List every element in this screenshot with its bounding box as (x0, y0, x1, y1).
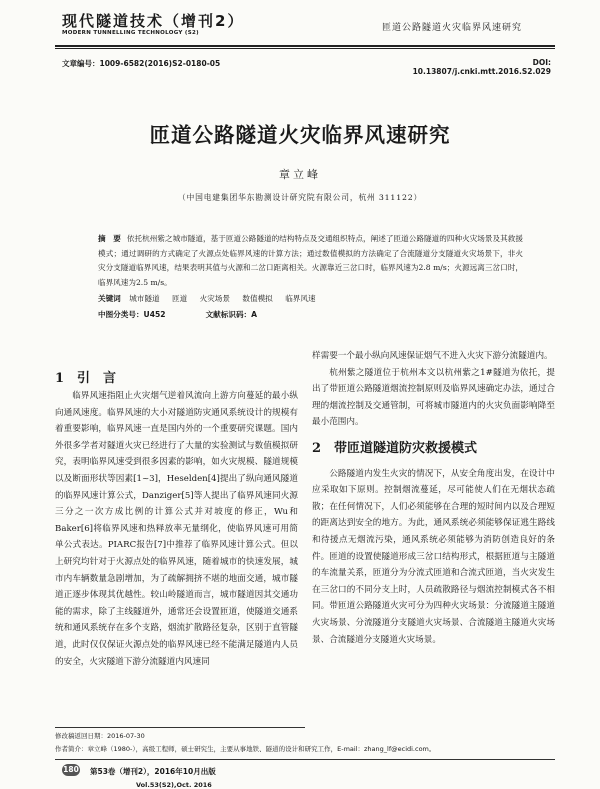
section-heading-intro: 1 引 言 (55, 371, 117, 386)
author-bio: 作者简介：章立峰（1980-），高级工程师，硕士研究生，主要从事地铁、隧道的设计和研究工作，E-mail：zhang_lf@ecidi.com。 (55, 745, 436, 753)
running-title: 匝道公路隧道火灾临界风速研究 (382, 23, 523, 33)
keywords-label: 关键词 (98, 294, 121, 303)
affiliation: （中国电建集团华东勘测设计研究院有限公司，杭州 311122） (177, 193, 423, 202)
header-rule-thin (55, 48, 555, 49)
keyword: 匝道 (172, 294, 188, 303)
author: 章立峰 (279, 168, 321, 181)
abstract (98, 232, 523, 290)
received-date: 修改稿返回日期：2016-07-30 (55, 732, 145, 740)
project-paragraph: 杭州紫之隧道位于杭州本文以杭州紫之1#隧道为依托，提出了带匝道公路隧道烟流控制原则及临界风速确定办法，通过合理的烟流控制及交通管制，可将城市隧道内的火灾负面影响降至最小范围内。 (312, 367, 555, 428)
footer-rule (55, 759, 555, 760)
page-number: 180 (63, 765, 79, 774)
keyword: 城市隧道 (129, 294, 160, 303)
continuation-paragraph: 样需要一个最小纵向风速保证烟气不进入火灾下游分流隧道内。 (312, 351, 553, 361)
right-column (312, 348, 555, 648)
keyword: 火灾场景 (199, 294, 230, 303)
footnote-rule (55, 727, 305, 728)
rescue-paragraph: 公路隧道内发生火灾的情况下，从安全角度出发，在设计中应采取如下原则。控制烟流蔓延，尽可能使人们在无烟状态疏散；在任何情况下，人们必须能够在合理的短时间内以及合理短的距离达到安全的地方。为此，通风系统必须能够保证逃生路线和待援点无烟流污染，通风系统必须能够为消防创造良好的条件。匝道的设置使隧道形成三岔口结构形式，根据匝道与主隧道的车流量关系，匝道分为分流式匝道和合流式匝道，当火灾发生在三岔口的不同分支上时，人员疏散路径与烟流控制模式各不相同。带匝道公路隧道火灾可分为四种火灾场景：分流隧道主隧道火灾场景、分流隧道分支隧道火灾场景、合流隧道主隧道火灾场景、合流隧道分支隧道火灾场景。 (312, 468, 555, 645)
header-rule (55, 45, 555, 47)
document-code: 文献标识码：A (205, 310, 258, 319)
paper-title: 匝道公路隧道火灾临界风速研究 (149, 123, 451, 147)
intro-paragraph: 临界风速指阻止火灾烟气逆着风流向上游方向蔓延的最小纵向通风速度。临界风速的大小对隧道防灾通风系统设计的规模有着重要影响，临界风速一直是国内外的一个重要研究课题。国内外很多学者对隧道火灾已经进行了大量的实验测试与数值模拟研究，表明临界风速受到很多因素的影响，如火灾规模、隧道规模以及断面形状等因素[1~3]，Heselden[4]提出了纵向通风隧道的临界风速计算公式，Danziger[5]等人提出了临界风速同火源三分之一次方成比例的计算公式并对坡度的修正，Wu和Baker[6]将临界风速和热释放率无量纲化，使临界风速可用简单公式表达。PIARC报告[7]中推荐了临界风速计算公式。但以上研究均针对于火源点处的临界风速，随着城市的快速发展，城市内车辆数量急剧增加，为了疏解拥挤不堪的地面交通，城市隧道正逐步体现其优越性。较山岭隧道而言，城市隧道因其交通功能的需求，除了主线隧道外，通常还会设置匝道，使隧道交通系统和通风系统存在多个支路，烟流扩散路径复杂，区别于直管隧道，此时仅仅保证火源点处的临界风速已经不能满足隧道内人员的安全，火灾隧道下游分流隧道内风速同 (55, 391, 298, 667)
classification (98, 309, 523, 320)
keyword: 临界风速 (285, 294, 316, 303)
article-number: 文章编号：1009-6582(2016)S2-0180-05 (62, 59, 221, 68)
issue-info: 第53卷（增刊2），2016年10月出版 (90, 767, 216, 776)
journal-title: 现代隧道技术（增刊2） (62, 12, 245, 30)
abstract-label: 摘 要 (98, 234, 121, 243)
clc-number: 中图分类号：U452 (98, 310, 166, 319)
keywords (98, 293, 523, 304)
abstract-text: 依托杭州紫之城市隧道，基于匝道公路隧道的结构特点及交通组织特点，阐述了匝道公路隧道的四种火灾场景及其救援模式；通过调研的方式确定了火源点处临界风速的计算方法；通过数值模拟的方法确定了合流隧道分支隧道火灾场景下，非火灾分支隧道临界风速，结果表明其值与火源和二岔口距离相关。火源靠近三岔口时，临界风速为2.8 m/s；火源远离三岔口时，临界风速为2.5 m/s。 (98, 234, 523, 287)
keyword: 数值模拟 (242, 294, 273, 303)
doi: DOI: 10.13807/j.cnki.mtt.2016.S2.029 (412, 58, 551, 76)
section-heading-rescue: 2 带匝道隧道防灾救援模式 (312, 440, 478, 456)
intro-column (55, 388, 298, 670)
issue-info-en: Vol.53(S2),Oct. 2016 (136, 781, 212, 789)
journal-title-en: MODERN TUNNELLING TECHNOLOGY (S2) (62, 30, 199, 36)
